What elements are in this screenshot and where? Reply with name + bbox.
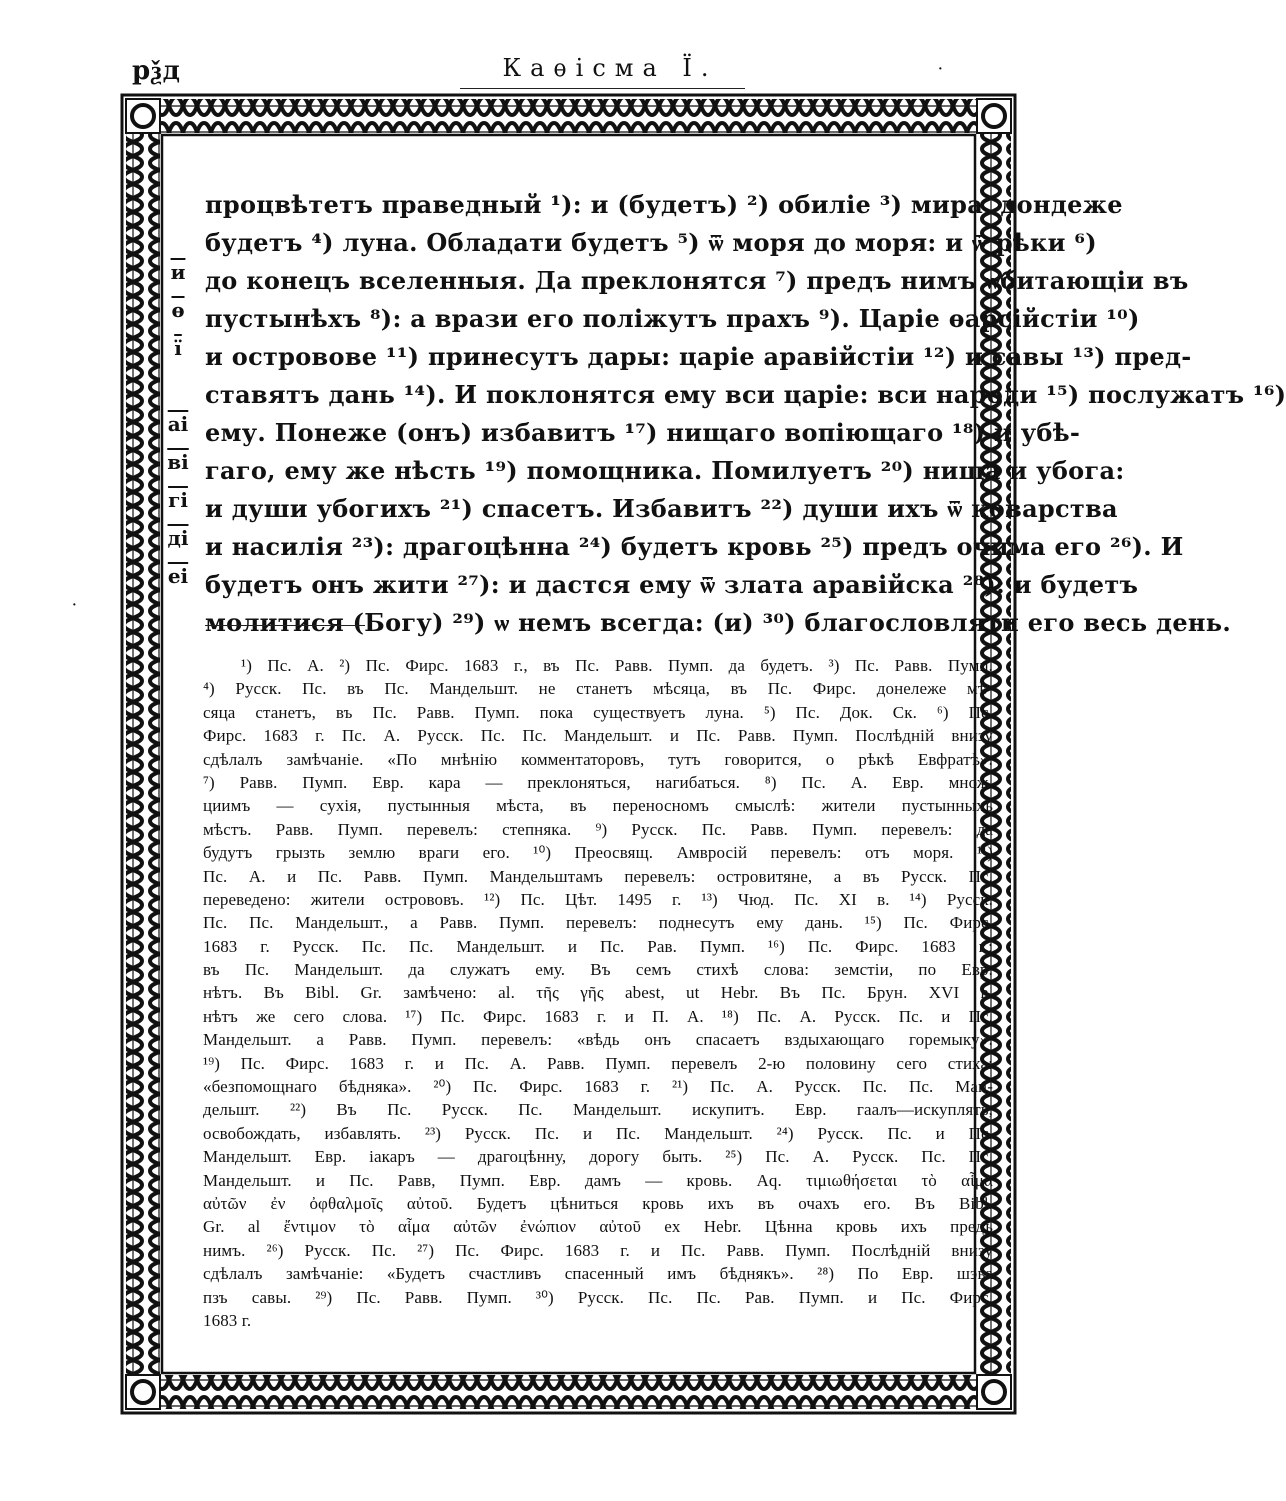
footnote-line: сдѣлалъ замѣчаніе: «Будетъ счастливъ спасенный имъ бѣднякъ». ²⁸) По Евр. шэва (203, 1264, 993, 1284)
footnote-line: Фирс. 1683 г. Пс. А. Русск. Пс. Пс. Мандельшт. и Пс. Равв. Пумп. Послѣдній внизу (203, 726, 993, 746)
footnote-line: αὐτῶν ἐν ὀφθαλμοῖς αὐτοῦ. Будетъ цѣниться кровь ихъ въ очахъ его. Въ Bibl. (203, 1193, 993, 1213)
verse-number: ї (174, 336, 182, 360)
footnote-separator (205, 625, 365, 626)
footnote-line: пзъ савы. ²⁹) Пс. Равв. Пумп. ³⁰) Русск. Пс. Пс. Рав. Пумп. и Пс. Фирс. (203, 1287, 993, 1307)
footnote-line: циимъ — сухія, пустынныя мѣста, въ переносномъ смыслѣ: жители пустынныхъ (203, 796, 993, 816)
verse-number: и (170, 260, 186, 284)
psalm-line: ставятъ дань ¹⁴). И поклонятся ему вси царіе: вси народи ¹⁵) послужатъ ¹⁶) (205, 380, 1286, 409)
running-title: Каѳісма Ї. (502, 54, 718, 82)
verse-number: гі (168, 488, 188, 512)
footnote-line: сдѣлалъ замѣчаніе. «По мнѣнію комментаторовъ, тутъ говорится, о рѣкѣ Евфратѣ». (203, 749, 993, 769)
header-rule (460, 88, 745, 89)
psalm-line: гаго, ему же нѣсть ¹⁹) помощника. Помилуетъ ²⁰) нища и убога: (205, 456, 1125, 485)
footnote-line: Мандельшт. и Пс. Равв, Пумп. Евр. дамъ — кровь. Aq. τιμιωθήσεται τὸ αἷμα (203, 1170, 993, 1190)
footnote-line: ⁴) Русск. Пс. въ Пс. Мандельшт. не станетъ мѣсяца, въ Пс. Фирс. донележе мѣ- (203, 679, 993, 699)
footnotes (203, 654, 993, 1332)
psalm-line: и островове ¹¹) принесутъ дары: царіе аравійстіи ¹²) и савы ¹³) пред- (205, 342, 1192, 371)
verse-number: ді (167, 526, 189, 550)
footnote-line: Пс. Пс. Мандельшт., а Равв. Пумп. перевелъ: поднесутъ ему дань. ¹⁵) Пс. Фирс. (203, 913, 993, 933)
psalm-line: и души убогихъ ²¹) спасетъ. Избавитъ ²²) души ихъ ѿ коварства (205, 494, 1118, 523)
footnote-line: ⁷) Равв. Пумп. Евр. кара — преклоняться, нагибаться. ⁸) Пс. А. Евр. множ. (203, 772, 993, 792)
footnote-line: сяца станетъ, въ Пс. Равв. Пумп. пока существуетъ луна. ⁵) Пс. Док. Ск. ⁶) Пс. (203, 702, 993, 722)
footnote-line: Мандельшт. Евр. іакаръ — драгоцѣнну, дорогу быть. ²⁵) Пс. А. Русск. Пс. Пс. (203, 1147, 993, 1167)
footnote-line: дельшт. ²²) Въ Пс. Русск. Пс. Мандельшт. искупитъ. Евр. гаалъ—искуплять, (203, 1100, 993, 1120)
footnote-line: нимъ. ²⁶) Русск. Пс. ²⁷) Пс. Фирс. 1683 г. и Пс. Равв. Пумп. Послѣдній внизу (203, 1240, 993, 1260)
verse-number: еі (167, 564, 189, 588)
page-number: рѯд (132, 56, 181, 86)
footnote-line: «безпомощнаго бѣдняка». ²⁰) Пс. Фирс. 1683 г. ²¹) Пс. А. Русск. Пс. Пс. Ман- (203, 1077, 993, 1097)
footnote-line: ¹⁹) Пс. Фирс. 1683 г. и Пс. А. Равв. Пумп. перевелъ 2-ю половину сего стиха: (203, 1053, 993, 1073)
footnote-line: будутъ грызть землю враги его. ¹⁰) Преосвящ. Амвросій перевелъ: отъ моря. ¹¹) (203, 843, 993, 863)
footnote-line: мѣстъ. Равв. Пумп. перевелъ: степняка. ⁹) Русск. Пс. Равв. Пумп. перевелъ: да (203, 819, 993, 839)
psalm-line: будетъ онъ жити ²⁷): и дастся ему ѿ злата аравійска ²⁸): и будетъ (205, 570, 1139, 599)
footnote-line: переведено: жители острововъ. ¹²) Пс. Цѣт. 1495 г. ¹³) Чюд. Пс. XI в. ¹⁴) Русск. (203, 889, 993, 909)
footnote-line: 1683 г. (203, 1310, 252, 1330)
footnote-line: нѣтъ же сего слова. ¹⁷) Пс. Фирс. 1683 г. и П. А. ¹⁸) Пс. А. Русск. Пс. и Пс. (203, 1006, 993, 1026)
psalm-line: ему. Понеже (онъ) избавитъ ¹⁷) нищаго вопіющаго ¹⁸) и убѣ- (205, 418, 1081, 447)
footnote-line: ¹) Пс. А. ²) Пс. Фирс. 1683 г., въ Пс. Равв. Пумп. да будетъ. ³) Пс. Равв. Пумп. (241, 656, 993, 675)
footnote-line: Gr. al ἔντιμον τὸ αἷμα αὐτῶν ἐνώπιον αὐτοῦ ex Hebr. Цѣнна кровь ихъ предъ (203, 1217, 993, 1237)
psalm-line: молитися (Богу) ²⁹) ѡ немъ всегда: (и) ³⁰) благословляти его весь день. (205, 608, 1232, 637)
footnote-line: Пс. А. и Пс. Равв. Пумп. Мандельштамъ перевелъ: островитяне, а въ Русск. Пс. (203, 866, 993, 886)
footnote-line: Мандельшт. а Равв. Пумп. перевелъ: «вѣдь онъ спасаетъ вздыхающаго горемыку». (203, 1030, 993, 1050)
print-speck: · (72, 598, 77, 613)
page-header (0, 48, 1140, 88)
psalm-line: будетъ ⁴) луна. Обладати будетъ ⁵) ѿ моря до моря: и ѿ рѣки ⁶) (205, 228, 1097, 257)
psalm-text (205, 186, 1286, 642)
footnote-line: 1683 г. Русск. Пс. Пс. Мандельшт. и Пс. Рав. Пумп. ¹⁶) Пс. Фирс. 1683 г.; (203, 936, 993, 956)
footnote-line: освобождать, избавлять. ²³) Русск. Пс. и Пс. Мандельшт. ²⁴) Русск. Пс. и Пс. (203, 1123, 993, 1143)
print-speck: · (938, 62, 943, 77)
psalm-line: и насилія ²³): драгоцѣнна ²⁴) будетъ кровь ²⁵) предъ очима его ²⁶). И (205, 532, 1184, 561)
verse-number: аі (167, 412, 189, 436)
verse-number: ві (167, 450, 189, 474)
footnote-line: нѣтъ. Въ Bibl. Gr. замѣчено: al. τῆς γῆς abest, ut Hebr. Въ Пс. Брун. XVI в. (203, 983, 993, 1003)
psalm-line: процвѣтетъ праведный ¹): и (будетъ) ²) обиліе ³) мира, дондеже (205, 190, 1123, 219)
footnote-line: въ Пс. Мандельшт. да служатъ ему. Въ семъ стихѣ слова: земстіи, по Евр. (203, 960, 993, 980)
verse-number: ѳ (171, 298, 185, 322)
psalm-line: пустынѣхъ ⁸): а врази его поліжутъ прахъ ⁹). Царіе ѳарсійстіи ¹⁰) (205, 304, 1140, 333)
psalm-line: до конецъ вселенныя. Да преклонятся ⁷) предъ нимъ ѡбитающіи въ (205, 266, 1189, 295)
